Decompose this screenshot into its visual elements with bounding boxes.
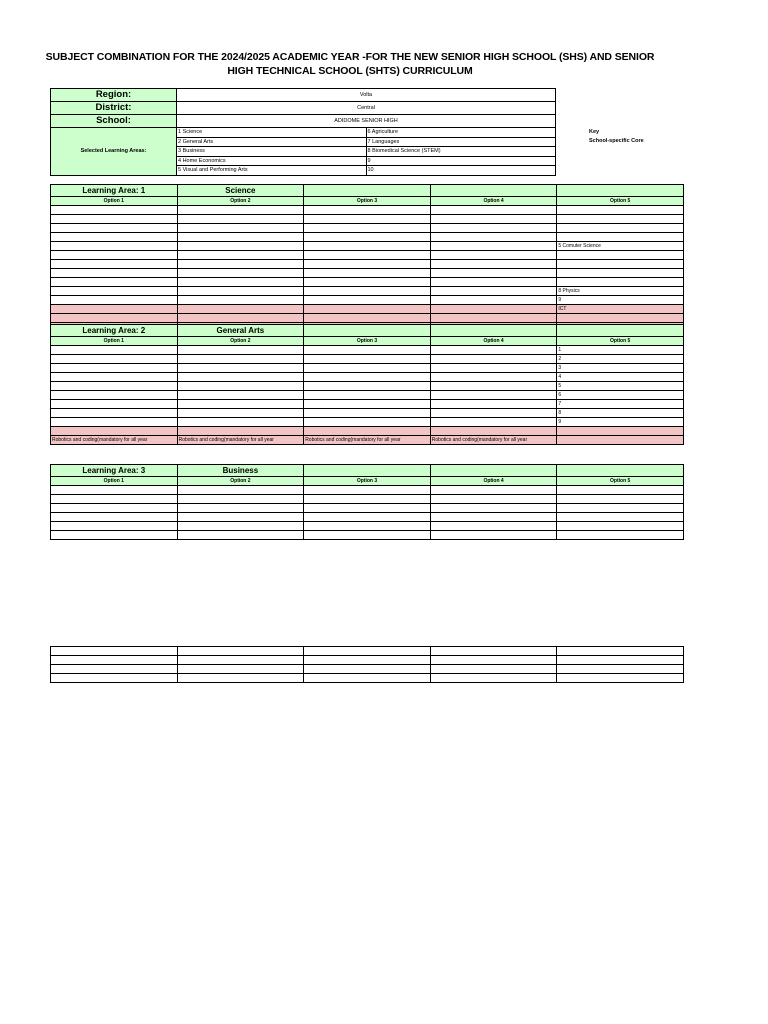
option-3-cell[interactable] bbox=[304, 418, 431, 427]
option-2-cell[interactable] bbox=[177, 224, 304, 233]
area-1-label: Learning Area: 1 bbox=[51, 185, 178, 197]
option-2-cell[interactable] bbox=[177, 531, 304, 540]
option-1-cell[interactable] bbox=[51, 287, 178, 296]
table-row bbox=[51, 287, 684, 296]
option-2-cell[interactable] bbox=[177, 400, 304, 409]
option-3-cell[interactable] bbox=[304, 674, 431, 683]
option-1-cell[interactable] bbox=[51, 656, 178, 665]
option-3-cell[interactable] bbox=[304, 522, 431, 531]
option-3-cell[interactable] bbox=[304, 486, 431, 495]
option-1-cell[interactable] bbox=[51, 391, 178, 400]
option-1-cell[interactable] bbox=[51, 269, 178, 278]
option-4-header: Option 4 bbox=[430, 197, 557, 206]
option-4-cell[interactable] bbox=[430, 373, 557, 382]
option-4-cell[interactable] bbox=[430, 647, 557, 656]
option-2-cell[interactable] bbox=[177, 355, 304, 364]
key-item: School-specific Core bbox=[589, 138, 644, 144]
option-1-cell[interactable] bbox=[51, 504, 178, 513]
learning-area-cell[interactable]: 7 Languages bbox=[366, 137, 556, 147]
option-5-cell[interactable] bbox=[557, 522, 684, 531]
table-row bbox=[51, 251, 684, 260]
option-3-cell[interactable] bbox=[304, 296, 431, 305]
option-5-cell[interactable] bbox=[557, 647, 684, 656]
table-row bbox=[51, 233, 684, 242]
option-4-cell[interactable] bbox=[430, 287, 557, 296]
option-5-cell[interactable]: 3 bbox=[557, 364, 684, 373]
option-4-cell[interactable] bbox=[430, 522, 557, 531]
table-row bbox=[51, 260, 684, 269]
table-row bbox=[51, 436, 684, 445]
learning-area-cell[interactable]: 6 Agriculture bbox=[366, 128, 556, 138]
option-2-cell[interactable] bbox=[177, 427, 304, 436]
option-2-cell[interactable] bbox=[177, 391, 304, 400]
table-row bbox=[51, 486, 684, 495]
option-1-cell[interactable] bbox=[51, 233, 178, 242]
option-5-cell[interactable] bbox=[557, 674, 684, 683]
learning-area-cell[interactable]: 9 bbox=[366, 156, 556, 166]
learning-areas-label: Selected Learning Areas: bbox=[51, 128, 177, 176]
region-label: Region: bbox=[51, 89, 177, 102]
table-row bbox=[51, 495, 684, 504]
option-3-cell[interactable] bbox=[304, 665, 431, 674]
option-3-cell[interactable] bbox=[304, 391, 431, 400]
option-1-cell[interactable] bbox=[51, 242, 178, 251]
option-2-cell[interactable] bbox=[177, 233, 304, 242]
table-row bbox=[51, 418, 684, 427]
option-1-cell[interactable] bbox=[51, 382, 178, 391]
table-row bbox=[51, 314, 684, 323]
option-4-cell[interactable] bbox=[430, 504, 557, 513]
option-1-cell[interactable] bbox=[51, 260, 178, 269]
school-label: School: bbox=[51, 115, 177, 128]
option-2-cell[interactable] bbox=[177, 260, 304, 269]
option-3-cell[interactable] bbox=[304, 495, 431, 504]
option-2-cell[interactable] bbox=[177, 269, 304, 278]
option-5-cell[interactable] bbox=[557, 656, 684, 665]
option-2-cell[interactable] bbox=[177, 418, 304, 427]
option-4-cell[interactable] bbox=[430, 400, 557, 409]
option-1-cell[interactable] bbox=[51, 314, 178, 323]
table-row bbox=[51, 373, 684, 382]
option-3-cell[interactable]: Robotics and coding(mandatory for all year bbox=[304, 436, 431, 445]
option-2-cell[interactable] bbox=[177, 346, 304, 355]
option-1-cell[interactable] bbox=[51, 665, 178, 674]
option-2-cell[interactable] bbox=[177, 486, 304, 495]
option-2-cell[interactable] bbox=[177, 382, 304, 391]
option-3-cell[interactable] bbox=[304, 513, 431, 522]
district-label: District: bbox=[51, 102, 177, 115]
table-row bbox=[51, 647, 684, 656]
option-2-cell[interactable] bbox=[177, 251, 304, 260]
table-row bbox=[51, 427, 684, 436]
option-5-header: Option 5 bbox=[557, 477, 684, 486]
option-2-cell[interactable] bbox=[177, 647, 304, 656]
table-row bbox=[51, 215, 684, 224]
learning-area-cell[interactable]: 8 Biomedical Science (STEM) bbox=[366, 147, 556, 157]
option-3-cell[interactable] bbox=[304, 287, 431, 296]
option-4-cell[interactable] bbox=[430, 382, 557, 391]
option-4-cell[interactable] bbox=[430, 418, 557, 427]
option-1-cell[interactable] bbox=[51, 206, 178, 215]
area-1-name: Science bbox=[177, 185, 304, 197]
option-1-cell[interactable] bbox=[51, 427, 178, 436]
option-4-cell[interactable] bbox=[430, 224, 557, 233]
table-row bbox=[51, 206, 684, 215]
option-2-cell[interactable] bbox=[177, 242, 304, 251]
option-4-cell[interactable] bbox=[430, 215, 557, 224]
option-5-cell[interactable] bbox=[557, 251, 684, 260]
option-5-cell[interactable] bbox=[557, 665, 684, 674]
option-5-cell[interactable] bbox=[557, 278, 684, 287]
option-4-cell[interactable] bbox=[430, 242, 557, 251]
option-1-header: Option 1 bbox=[51, 477, 178, 486]
option-2-cell[interactable]: Robotics and coding(mandatory for all year bbox=[177, 436, 304, 445]
option-4-cell[interactable] bbox=[430, 531, 557, 540]
option-3-cell[interactable] bbox=[304, 233, 431, 242]
option-3-header: Option 3 bbox=[304, 477, 431, 486]
option-4-cell[interactable] bbox=[430, 665, 557, 674]
option-2-cell[interactable] bbox=[177, 364, 304, 373]
option-5-cell[interactable]: 9 bbox=[557, 418, 684, 427]
table-row bbox=[51, 522, 684, 531]
learning-area-cell[interactable]: 2 General Arts bbox=[177, 137, 367, 147]
option-5-cell[interactable] bbox=[557, 495, 684, 504]
option-1-cell[interactable] bbox=[51, 215, 178, 224]
area-2-label: Learning Area: 2 bbox=[51, 325, 178, 337]
option-3-cell[interactable] bbox=[304, 531, 431, 540]
option-4-cell[interactable] bbox=[430, 278, 557, 287]
option-5-cell[interactable]: 6 bbox=[557, 391, 684, 400]
district-value[interactable]: Central bbox=[177, 102, 556, 115]
option-3-cell[interactable] bbox=[304, 346, 431, 355]
learning-area-cell[interactable]: 3 Business bbox=[177, 147, 367, 157]
option-1-cell[interactable] bbox=[51, 251, 178, 260]
option-1-header: Option 1 bbox=[51, 337, 178, 346]
option-5-cell[interactable] bbox=[557, 486, 684, 495]
table-row bbox=[51, 382, 684, 391]
option-5-cell[interactable]: ICT bbox=[557, 305, 684, 314]
table-row bbox=[51, 656, 684, 665]
school-value[interactable]: ADIDOME SENIOR HIGH bbox=[177, 115, 556, 128]
option-2-cell[interactable] bbox=[177, 373, 304, 382]
option-5-cell[interactable] bbox=[557, 224, 684, 233]
option-3-cell[interactable] bbox=[304, 314, 431, 323]
option-2-cell[interactable] bbox=[177, 656, 304, 665]
option-1-cell[interactable]: Robotics and coding(mandatory for all year bbox=[51, 436, 178, 445]
option-2-cell[interactable] bbox=[177, 287, 304, 296]
option-4-cell[interactable] bbox=[430, 409, 557, 418]
option-1-cell[interactable] bbox=[51, 305, 178, 314]
option-3-cell[interactable] bbox=[304, 269, 431, 278]
table-row bbox=[51, 531, 684, 540]
option-3-cell[interactable] bbox=[304, 364, 431, 373]
option-5-cell[interactable] bbox=[557, 314, 684, 323]
table-row bbox=[51, 364, 684, 373]
school-info-table bbox=[50, 88, 556, 176]
table-row bbox=[51, 305, 684, 314]
option-1-header: Option 1 bbox=[51, 197, 178, 206]
key-legend bbox=[589, 128, 644, 146]
option-3-cell[interactable] bbox=[304, 224, 431, 233]
option-1-cell[interactable] bbox=[51, 224, 178, 233]
option-2-header: Option 2 bbox=[177, 477, 304, 486]
option-4-cell[interactable] bbox=[430, 674, 557, 683]
option-2-cell[interactable] bbox=[177, 495, 304, 504]
option-3-cell[interactable] bbox=[304, 409, 431, 418]
option-4-header: Option 4 bbox=[430, 477, 557, 486]
learning-area-cell[interactable]: 10 bbox=[366, 166, 556, 176]
option-1-cell[interactable] bbox=[51, 495, 178, 504]
option-4-cell[interactable] bbox=[430, 296, 557, 305]
option-4-cell[interactable] bbox=[430, 495, 557, 504]
option-1-cell[interactable] bbox=[51, 418, 178, 427]
option-4-cell[interactable] bbox=[430, 206, 557, 215]
table-row bbox=[51, 269, 684, 278]
option-4-cell[interactable] bbox=[430, 314, 557, 323]
option-5-cell[interactable]: 5 bbox=[557, 382, 684, 391]
table-row bbox=[51, 242, 684, 251]
option-2-cell[interactable] bbox=[177, 513, 304, 522]
option-2-cell[interactable] bbox=[177, 278, 304, 287]
option-3-cell[interactable] bbox=[304, 278, 431, 287]
option-2-cell[interactable] bbox=[177, 665, 304, 674]
option-1-cell[interactable] bbox=[51, 373, 178, 382]
option-5-cell[interactable] bbox=[557, 513, 684, 522]
option-5-header: Option 5 bbox=[557, 337, 684, 346]
option-2-cell[interactable] bbox=[177, 409, 304, 418]
option-2-cell[interactable] bbox=[177, 305, 304, 314]
page-title: SUBJECT COMBINATION FOR THE 2024/2025 ACADEMIC YEAR -FOR THE NEW SENIOR HIGH SCHOOL (SHS) AND SENIOR HIGH TECHNICAL SCHOOL (SHTS) CURRICULUM bbox=[45, 51, 655, 77]
option-3-cell[interactable] bbox=[304, 215, 431, 224]
option-5-cell[interactable] bbox=[557, 427, 684, 436]
option-3-cell[interactable] bbox=[304, 355, 431, 364]
option-5-cell[interactable] bbox=[557, 233, 684, 242]
option-1-cell[interactable] bbox=[51, 346, 178, 355]
area-3-label: Learning Area: 3 bbox=[51, 465, 178, 477]
option-4-cell[interactable] bbox=[430, 251, 557, 260]
table-row bbox=[51, 355, 684, 364]
option-1-cell[interactable] bbox=[51, 278, 178, 287]
option-1-cell[interactable] bbox=[51, 513, 178, 522]
option-3-cell[interactable] bbox=[304, 260, 431, 269]
option-2-cell[interactable] bbox=[177, 314, 304, 323]
option-4-cell[interactable] bbox=[430, 355, 557, 364]
option-4-cell[interactable] bbox=[430, 269, 557, 278]
option-1-cell[interactable] bbox=[51, 409, 178, 418]
option-5-cell[interactable] bbox=[557, 215, 684, 224]
option-4-cell[interactable] bbox=[430, 233, 557, 242]
option-5-cell[interactable]: 5 Comuter Science bbox=[557, 242, 684, 251]
option-2-cell[interactable] bbox=[177, 504, 304, 513]
area-3-name: Business bbox=[177, 465, 304, 477]
learning-area-1-table bbox=[50, 184, 684, 332]
option-1-cell[interactable] bbox=[51, 647, 178, 656]
table-row bbox=[51, 278, 684, 287]
option-3-header: Option 3 bbox=[304, 337, 431, 346]
option-5-cell[interactable]: 2 bbox=[557, 355, 684, 364]
option-3-cell[interactable] bbox=[304, 400, 431, 409]
option-4-cell[interactable] bbox=[430, 305, 557, 314]
option-4-cell[interactable] bbox=[430, 486, 557, 495]
option-4-cell[interactable]: Robotics and coding(mandatory for all year bbox=[430, 436, 557, 445]
learning-area-cell[interactable]: 1 Science bbox=[177, 128, 367, 138]
key-title: Key bbox=[589, 129, 600, 135]
option-2-header: Option 2 bbox=[177, 337, 304, 346]
option-3-cell[interactable] bbox=[304, 382, 431, 391]
learning-area-cell[interactable]: 4 Home Economics bbox=[177, 156, 367, 166]
area-2-name: General Arts bbox=[177, 325, 304, 337]
option-4-cell[interactable] bbox=[430, 427, 557, 436]
table-row bbox=[51, 513, 684, 522]
table-row bbox=[51, 346, 684, 355]
option-5-cell[interactable]: 9 bbox=[557, 296, 684, 305]
option-2-cell[interactable] bbox=[177, 215, 304, 224]
option-4-cell[interactable] bbox=[430, 656, 557, 665]
option-1-cell[interactable] bbox=[51, 364, 178, 373]
option-1-cell[interactable] bbox=[51, 355, 178, 364]
option-5-cell[interactable]: 7 bbox=[557, 400, 684, 409]
option-3-cell[interactable] bbox=[304, 206, 431, 215]
learning-area-cell[interactable]: 5 Visual and Performing Arts bbox=[177, 166, 367, 176]
option-5-cell[interactable] bbox=[557, 531, 684, 540]
option-1-cell[interactable] bbox=[51, 522, 178, 531]
table-row bbox=[51, 224, 684, 233]
option-3-cell[interactable] bbox=[304, 504, 431, 513]
learning-area-3-table bbox=[50, 464, 684, 540]
option-2-header: Option 2 bbox=[177, 197, 304, 206]
option-5-cell[interactable] bbox=[557, 269, 684, 278]
option-3-cell[interactable] bbox=[304, 251, 431, 260]
option-4-header: Option 4 bbox=[430, 337, 557, 346]
option-5-cell[interactable] bbox=[557, 206, 684, 215]
option-2-cell[interactable] bbox=[177, 296, 304, 305]
blank-table bbox=[50, 646, 684, 683]
option-5-cell[interactable]: 8 bbox=[557, 409, 684, 418]
option-2-cell[interactable] bbox=[177, 674, 304, 683]
option-5-cell[interactable] bbox=[557, 504, 684, 513]
table-row bbox=[51, 409, 684, 418]
table-row bbox=[51, 391, 684, 400]
option-1-cell[interactable] bbox=[51, 531, 178, 540]
learning-area-2-table bbox=[50, 324, 684, 445]
option-4-cell[interactable] bbox=[430, 364, 557, 373]
option-3-cell[interactable] bbox=[304, 373, 431, 382]
option-3-cell[interactable] bbox=[304, 242, 431, 251]
table-row bbox=[51, 665, 684, 674]
option-5-cell[interactable]: 1 bbox=[557, 346, 684, 355]
option-1-cell[interactable] bbox=[51, 400, 178, 409]
option-4-cell[interactable] bbox=[430, 260, 557, 269]
option-3-cell[interactable] bbox=[304, 427, 431, 436]
option-3-cell[interactable] bbox=[304, 647, 431, 656]
table-row bbox=[51, 296, 684, 305]
option-4-cell[interactable] bbox=[430, 346, 557, 355]
option-1-cell[interactable] bbox=[51, 296, 178, 305]
option-3-cell[interactable] bbox=[304, 305, 431, 314]
option-4-cell[interactable] bbox=[430, 513, 557, 522]
option-1-cell[interactable] bbox=[51, 674, 178, 683]
option-5-cell[interactable] bbox=[557, 436, 684, 445]
option-2-cell[interactable] bbox=[177, 522, 304, 531]
table-row bbox=[51, 504, 684, 513]
option-5-cell[interactable]: 8 Physics bbox=[557, 287, 684, 296]
table-row bbox=[51, 400, 684, 409]
option-1-cell[interactable] bbox=[51, 486, 178, 495]
option-3-header: Option 3 bbox=[304, 197, 431, 206]
option-5-cell[interactable] bbox=[557, 260, 684, 269]
option-5-cell[interactable]: 4 bbox=[557, 373, 684, 382]
option-2-cell[interactable] bbox=[177, 206, 304, 215]
option-4-cell[interactable] bbox=[430, 391, 557, 400]
option-5-header: Option 5 bbox=[557, 197, 684, 206]
option-3-cell[interactable] bbox=[304, 656, 431, 665]
table-row bbox=[51, 674, 684, 683]
region-value[interactable]: Volta bbox=[177, 89, 556, 102]
